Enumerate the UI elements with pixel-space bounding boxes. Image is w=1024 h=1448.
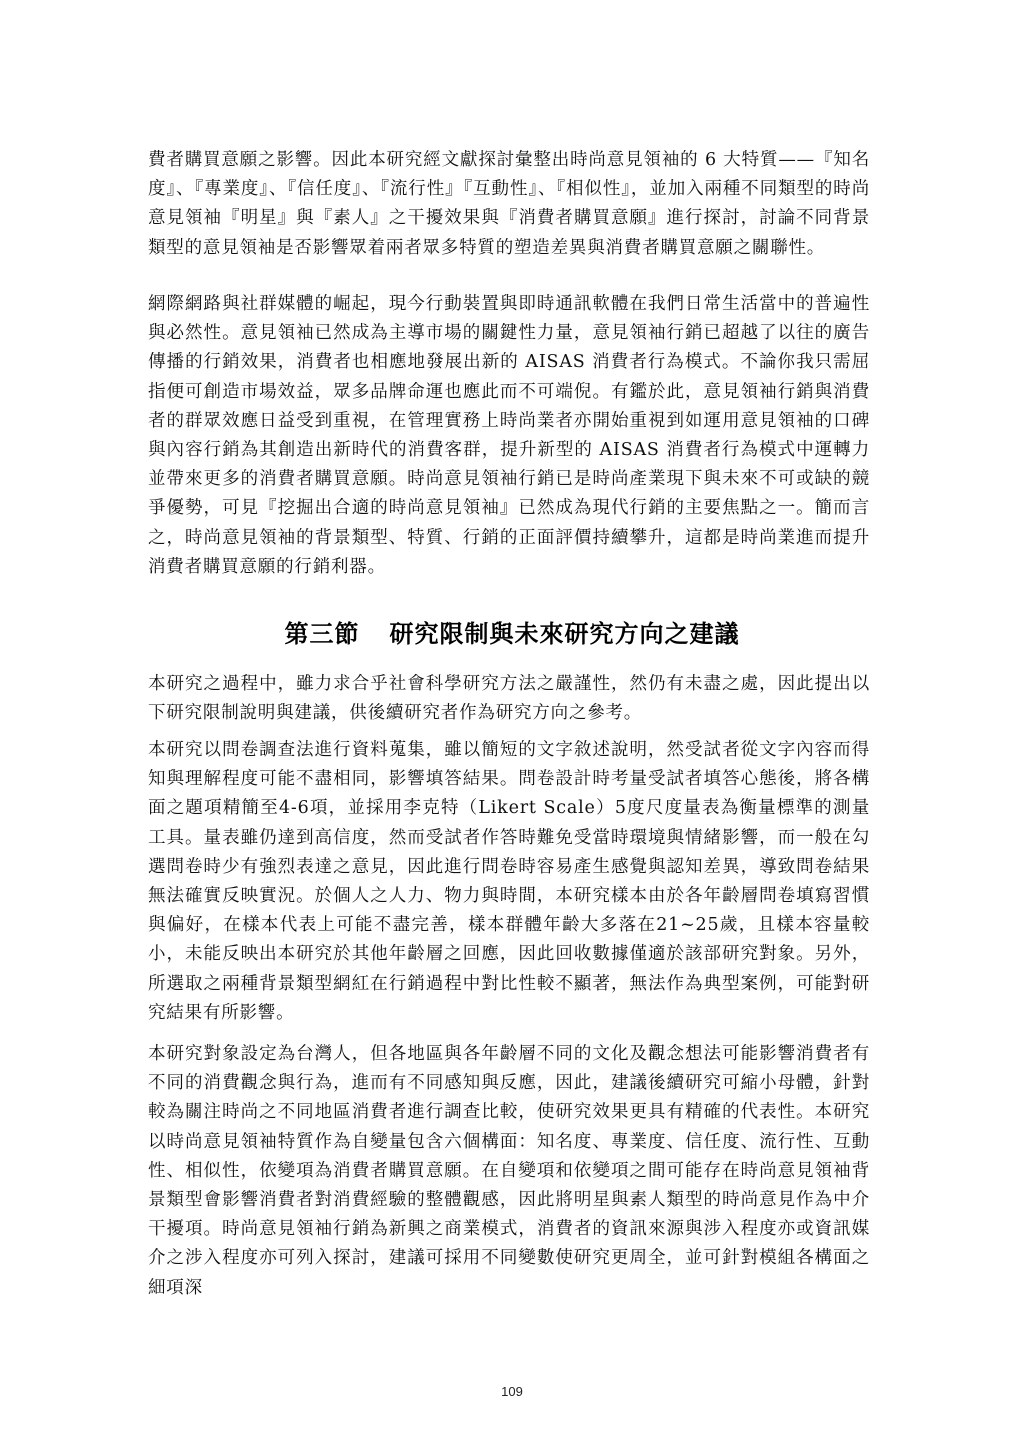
body-paragraph: 本研究之過程中，雖力求合乎社會科學研究方法之嚴謹性，然仍有未盡之處，因此提出以下研究限制說明與建議，供後續研究者作為研究方向之參考。 [148,674,870,724]
page-number: 109 [501,1384,523,1399]
body-paragraph: 網際網路與社群媒體的崛起，現今行動裝置與即時通訊軟體在我們日常生活當中的普遍性與必然性。意見領袖已然成為主導市場的關鍵性力量，意見領袖行銷已超越了以往的廣告傳播的行銷效果，消費者也相應地發展出新的 AISAS 消費者行為模式。不論你我只需屈指便可創造市場效益，眾多品牌命運也應此而不可端倪。有鑑於此，意見領袖行銷與消費者的群眾效應日益受到重視，在管理實務上時尚業者亦開始重視到如運用意見領袖的口碑與內容行銷為其創造出新時代的消費客群，提升新型的 AISAS 消費者行為模式中運轉力並帶來更多的消費者購買意願。時尚意見領袖行銷已是時尚產業現下與未來不可或缺的競爭優勢，可見『挖掘出合適的時尚意見領袖』已然成為現代行銷的主要焦點之一。簡而言之，時尚意見領袖的背景類型、特質、行銷的正面評價持續攀升，這都是時尚業進而提升消費者購買意願的行銷利器。 [148,294,870,577]
section-title: 研究限制與未來研究方向之建議 [389,620,740,648]
section-number: 第三節 [284,620,360,648]
section-heading [0,614,1024,649]
body-paragraph: 本研究以問卷調查法進行資料蒐集，雖以簡短的文字敘述說明，然受試者從文字內容而得知與理解程度可能不盡相同，影響填答結果。問卷設計時考量受試者填答心態後，將各構面之題項精簡至4-6項，並採用李克特（Likert Scale）5度尺度量表為衡量標準的測量工具。量表雖仍達到高信度，然而受試者作答時難免受當時環境與情緒影響，而一般在勾選問卷時少有強烈表達之意見，因此進行問卷時容易產生感覺與認知差異，導致問卷結果無法確實反映實況。於個人之人力、物力與時間，本研究樣本由於各年齡層問卷填寫習慣與偏好，在樣本代表上可能不盡完善，樣本群體年齡大多落在21~25歲，且樣本容量較小，未能反映出本研究於其他年齡層之回應，因此回收數據僅適於該部研究對象。另外，所選取之兩種背景類型網紅在行銷過程中對比性較不顯著，無法作為典型案例，可能對研究結果有所影響。 [148,740,870,1023]
body-paragraph: 費者購買意願之影響。因此本研究經文獻探討彙整出時尚意見領袖的 6 大特質——『知名度』、『專業度』、『信任度』、『流行性』『互動性』、『相似性』，並加入兩種不同類型的時尚意見領袖『明星』與『素人』之干擾效果與『消費者購買意願』進行探討，討論不同背景類型的意見領袖是否影響眾着兩者眾多特質的塑造差異與消費者購買意願之關聯性。 [148,150,870,258]
body-paragraph: 本研究對象設定為台灣人，但各地區與各年齡層不同的文化及觀念想法可能影響消費者有不同的消費觀念與行為，進而有不同感知與反應，因此，建議後續研究可縮小母體，針對較為關注時尚之不同地區消費者進行調查比較，使研究效果更具有精確的代表性。本研究以時尚意見領袖特質作為自變量包含六個構面：知名度、專業度、信任度、流行性、互動性、相似性，依變項為消費者購買意願。在自變項和依變項之間可能存在時尚意見領袖背景類型會影響消費者對消費經驗的整體觀感，因此將明星與素人類型的時尚意見作為中介干擾項。時尚意見領袖行銷為新興之商業模式，消費者的資訊來源與涉入程度亦或資訊媒介之涉入程度亦可列入探討，建議可採用不同變數使研究更周全，並可針對模組各構面之細項深 [148,1044,870,1298]
